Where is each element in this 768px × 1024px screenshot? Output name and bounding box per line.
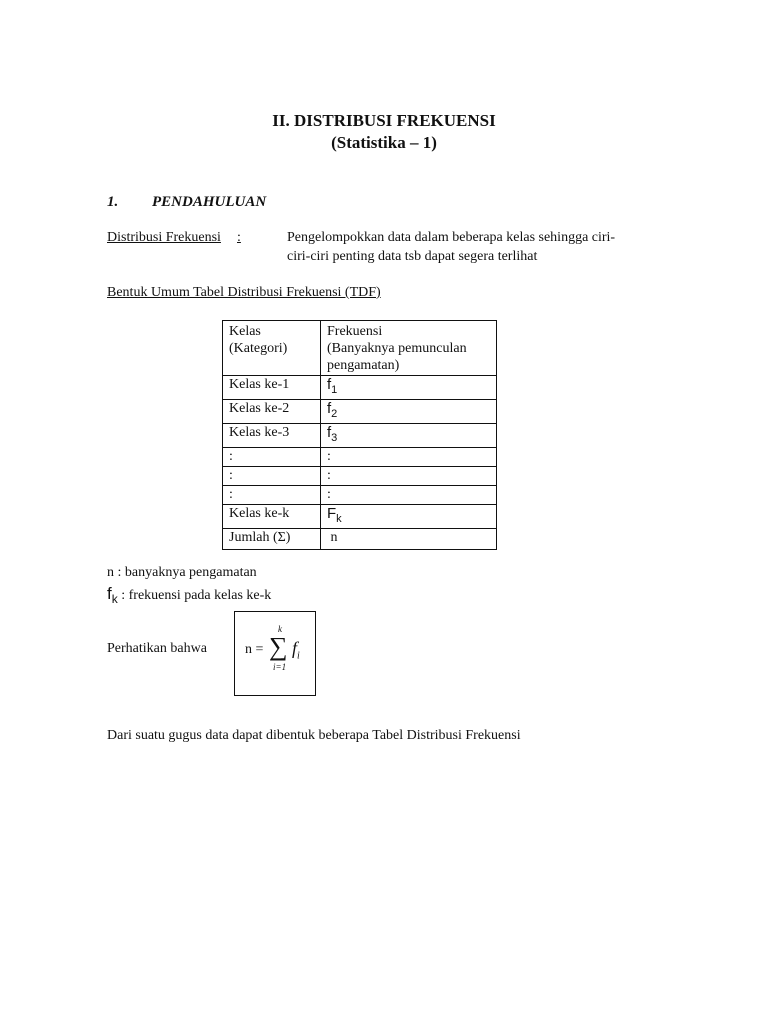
fk-text: : frekuensi pada kelas ke-k xyxy=(117,588,272,603)
table-row-total xyxy=(223,529,497,550)
note-fk xyxy=(107,584,271,606)
fk-symbol: f xyxy=(107,584,112,603)
cell-jumlah: Jumlah (Σ) xyxy=(223,529,321,550)
cell-kelas: : xyxy=(223,467,321,486)
header-frekuensi-line1: Frekuensi xyxy=(327,324,383,339)
cell-frekuensi: : xyxy=(321,448,497,467)
section-heading: PENDAHULUAN xyxy=(152,194,267,210)
section-number: 1. xyxy=(107,194,119,210)
cell-kelas: : xyxy=(223,486,321,505)
cell-frekuensi: $f_3$ xyxy=(321,424,497,448)
header-frekuensi-line2: (Banyaknya pemunculan xyxy=(327,341,467,356)
cell-kelas: Kelas ke-3 xyxy=(223,424,321,448)
cell-kelas: Kelas ke-k xyxy=(223,505,321,529)
table-header-row xyxy=(223,321,497,376)
formula-term: $f_i$ xyxy=(292,638,300,662)
cell-frekuensi: : xyxy=(321,486,497,505)
header-kelas xyxy=(223,321,321,376)
header-kelas-line2: (Kategori) xyxy=(229,341,288,356)
header-kelas-line1: Kelas xyxy=(229,324,261,339)
header-frekuensi-line3: pengamatan) xyxy=(327,358,400,373)
header-frekuensi xyxy=(321,321,497,376)
cell-frekuensi: : xyxy=(321,467,497,486)
sum-upper-limit: k xyxy=(278,624,282,634)
definition-text-line1: Pengelompokkan data dalam beberapa kelas sehingga ciri- xyxy=(287,230,616,245)
cell-kelas: Kelas ke-1 xyxy=(223,376,321,400)
definition-text-line2: ciri-ciri penting data tsb dapat segera terlihat xyxy=(287,249,538,264)
fk-subscript: k xyxy=(111,591,118,606)
table-heading: Bentuk Umum Tabel Distribusi Frekuensi (TDF) xyxy=(107,285,381,300)
formula-lhs: n = xyxy=(245,642,264,657)
note-n: n : banyaknya pengamatan xyxy=(107,565,257,580)
definition-colon: : xyxy=(237,230,241,245)
table-row xyxy=(223,467,497,486)
table-row xyxy=(223,376,497,400)
page-title: II. DISTRIBUSI FREKUENSI xyxy=(272,111,496,130)
definition-term: Distribusi Frekuensi xyxy=(107,230,221,245)
table-row xyxy=(223,448,497,467)
cell-frekuensi: $f_1$ xyxy=(321,376,497,400)
cell-kelas: Kelas ke-2 xyxy=(223,400,321,424)
cell-kelas: : xyxy=(223,448,321,467)
cell-total-n: n xyxy=(321,529,497,550)
sum-lower-limit: i=1 xyxy=(273,662,287,672)
table-row xyxy=(223,505,497,529)
formula-box xyxy=(234,611,316,696)
table-row xyxy=(223,400,497,424)
page-subtitle: (Statistika – 1) xyxy=(331,133,437,152)
cell-frekuensi: $F_k$ xyxy=(321,505,497,529)
tdf-table xyxy=(222,320,497,550)
table-row xyxy=(223,486,497,505)
cell-frekuensi: $f_2$ xyxy=(321,400,497,424)
sigma-icon: ∑ xyxy=(269,632,288,661)
closing-text: Dari suatu gugus data dapat dibentuk beberapa Tabel Distribusi Frekuensi xyxy=(107,728,521,743)
table-row xyxy=(223,424,497,448)
formula-label: Perhatikan bahwa xyxy=(107,641,207,656)
